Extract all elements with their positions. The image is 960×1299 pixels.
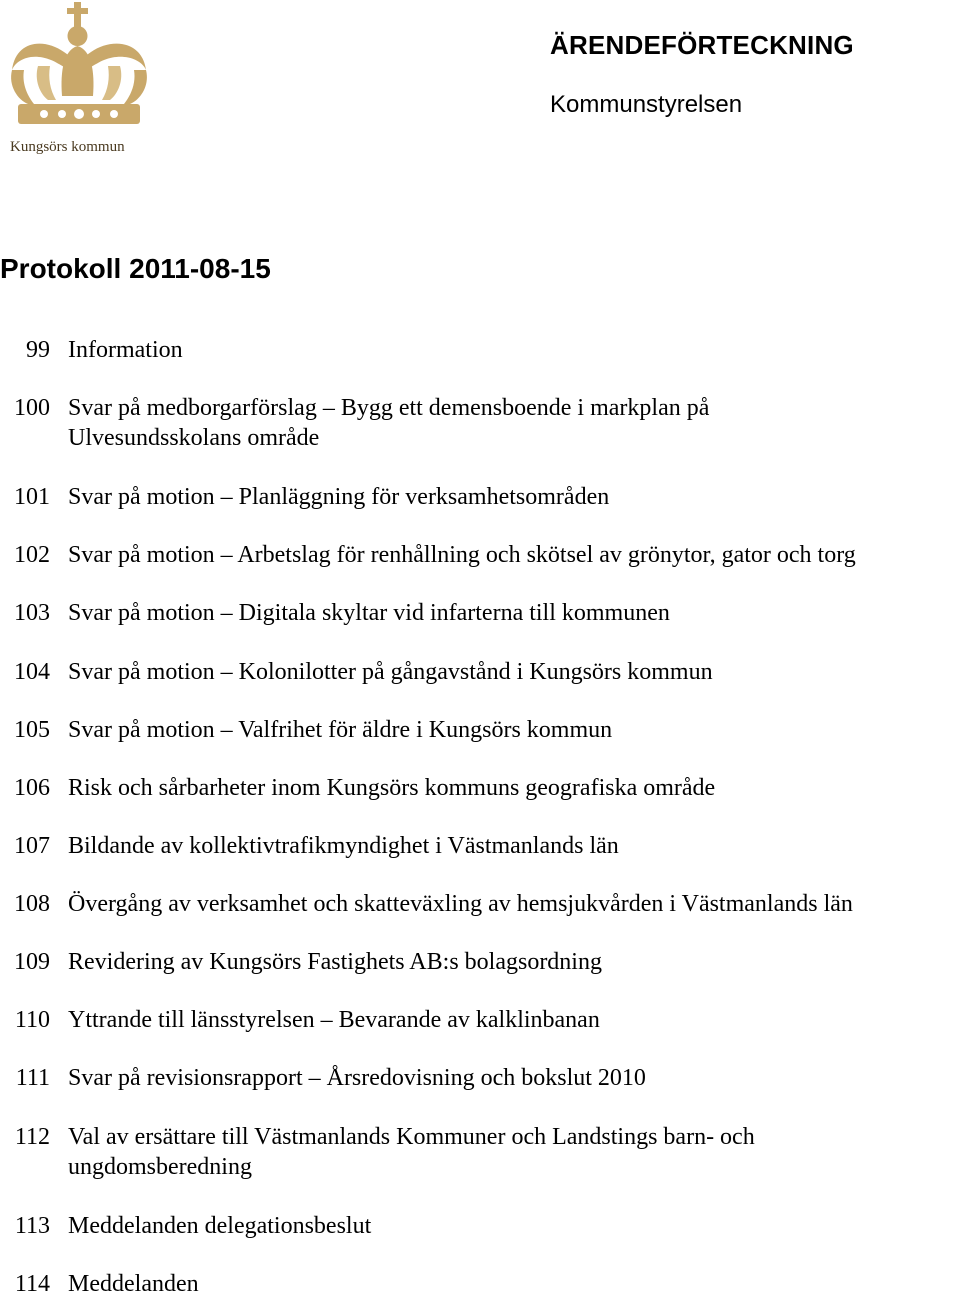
municipality-logo xyxy=(4,0,154,162)
agenda-item-text: Information xyxy=(68,337,183,363)
agenda-item-number: 108 xyxy=(14,891,50,917)
agenda-item-text: Svar på motion – Valfrihet för äldre i Kungsörs kommun xyxy=(68,717,613,743)
crown-icon xyxy=(4,0,154,140)
agenda-item-text: Yttrande till länsstyrelsen – Bevarande av kalklinbanan xyxy=(68,1007,600,1033)
agenda-item-text: Revidering av Kungsörs Fastighets AB:s bolagsordning xyxy=(68,949,602,975)
agenda-item-number: 107 xyxy=(14,833,50,859)
committee-name: Kommunstyrelsen xyxy=(550,91,743,118)
agenda-item-text: Svar på revisionsrapport – Årsredovisning och bokslut 2010 xyxy=(68,1065,646,1091)
protocol-title: Protokoll 2011-08-15 xyxy=(0,253,271,284)
agenda-item-number: 101 xyxy=(14,484,50,510)
agenda-item-text: Svar på motion – Arbetslag för renhållning och skötsel av grönytor, gator och torg xyxy=(68,542,856,568)
agenda-item-number: 111 xyxy=(15,1065,50,1091)
agenda-item-text: Svar på motion – Digitala skyltar vid infarterna till kommunen xyxy=(68,600,670,626)
agenda-item-text: Meddelanden delegationsbeslut xyxy=(68,1213,372,1239)
agenda-item-number: 113 xyxy=(14,1213,50,1239)
agenda-item-number: 100 xyxy=(14,395,50,421)
agenda-item-number: 106 xyxy=(14,775,50,801)
agenda-item-number: 105 xyxy=(14,717,50,743)
agenda-item-text: Övergång av verksamhet och skatteväxling av hemsjukvården i Västmanlands län xyxy=(68,891,853,917)
agenda-item-text: Svar på motion – Kolonilotter på gångavstånd i Kungsörs kommun xyxy=(68,659,713,685)
agenda-item-number: 109 xyxy=(14,949,50,975)
agenda-item-number: 99 xyxy=(26,337,50,363)
agenda-item-number: 104 xyxy=(14,659,50,685)
agenda-item-number: 110 xyxy=(14,1007,50,1033)
agenda-item-number: 103 xyxy=(14,600,50,626)
document-title: ÄRENDEFÖRTECKNING xyxy=(550,30,854,60)
agenda-item-number: 114 xyxy=(14,1271,50,1297)
logo-text: Kungsörs kommun xyxy=(10,139,125,155)
agenda-item-text: Svar på motion – Planläggning för verksamhetsområden xyxy=(68,484,610,510)
agenda-item-number: 102 xyxy=(14,542,50,568)
agenda-item-text: Bildande av kollektivtrafikmyndighet i Västmanlands län xyxy=(68,833,619,859)
agenda-item-text: Val av ersättare till Västmanlands Kommuner och Landstings barn- och ungdomsberedning xyxy=(68,1124,755,1180)
agenda-item-number: 112 xyxy=(14,1124,50,1150)
agenda-item-text: Risk och sårbarheter inom Kungsörs kommuns geografiska område xyxy=(68,775,716,801)
agenda-item-text: Meddelanden xyxy=(68,1271,199,1297)
agenda-item-text: Svar på medborgarförslag – Bygg ett demensboende i markplan på Ulvesundsskolans område xyxy=(68,395,710,451)
